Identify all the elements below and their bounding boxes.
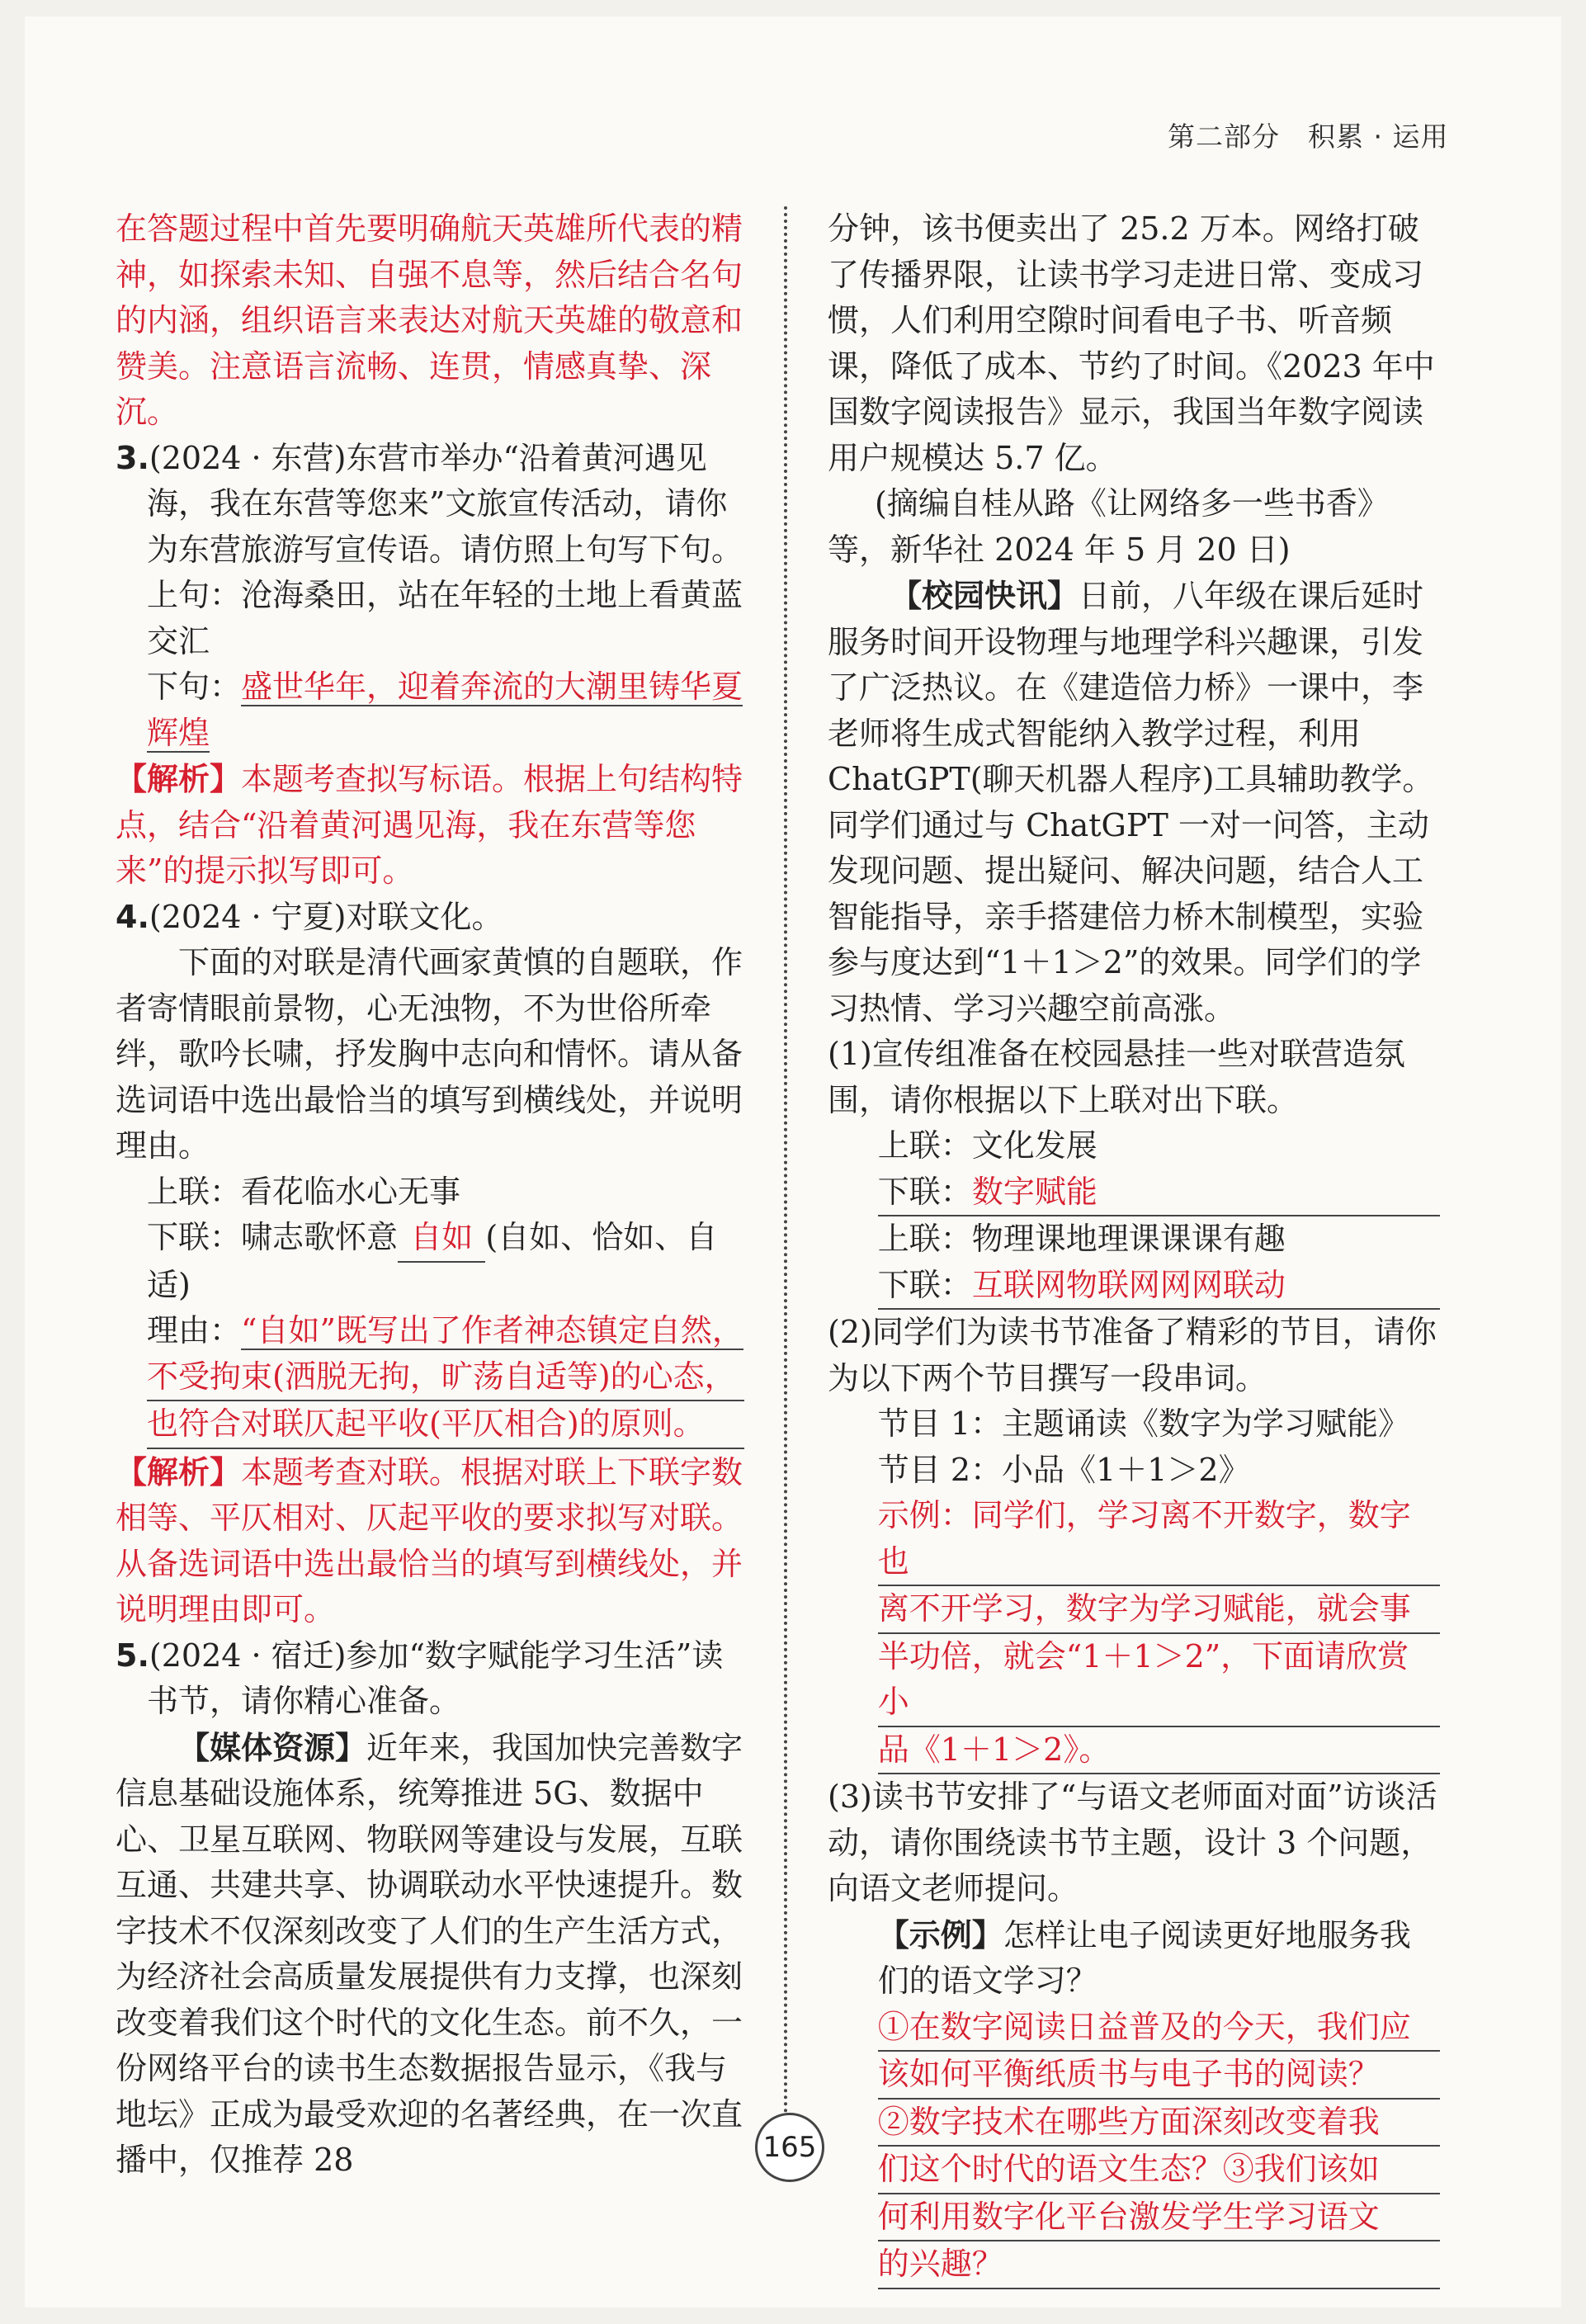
left-column bbox=[116, 206, 744, 2184]
sub-3-example bbox=[878, 1912, 1440, 2005]
couplet-1-upper: 上联：文化发展 bbox=[877, 1127, 1097, 1164]
campus-news-text: 日前，八年级在课后延时服务时间开设物理与地理学科兴趣课，引发了广泛热议。在《建造倍力桥》一课中，李老师将生成式智能纳入教学过程，利用 ChatGPT(聊天机器人程序)工具辅助教学。同学们通过与 ChatGPT 一对一问答，主动发现问题、提出疑问、解决问题，结合人工智能指导，亲手搭建倍力桥木制模型，实验参与度达到“1＋1＞2”的效果。同学们的学习热情、学习兴趣空前高涨。 bbox=[828, 578, 1434, 1027]
question-4-intro: 下面的对联是清代画家黄慎的自题联，作者寄情眼前景物，心无浊物，不为世俗所牵绊，歌吟长啸，抒发胸中志向和情怀。请从备选词语中选出最恰当的填写到横线处，并说明理由。 bbox=[116, 944, 743, 1164]
question-5-text: (2024 · 宿迁)参加“数字赋能学习生活”读书节，请你精心准备。 bbox=[147, 1637, 724, 1719]
media-resource-text: 近年来，我国加快完善数字信息基础设施体系，统筹推进 5G、数据中心、卫星互联网、物联网等建设与发展，互联互通、共建共享、协调联动水平快速提升。数字技术不仅深刻改变了人们的生产生活方式，为经济社会高质量发展提供有力支撑，也深刻改变着我们这个时代的文化生态。前不久，一份网络平台的读书生态数据报告显示，《我与地坛》正成为最受欢迎的名著经典，在一次直播中，仅推荐 28 bbox=[116, 1729, 743, 2178]
couplet-pair-2 bbox=[828, 1216, 1440, 1310]
question-4-number: 4. bbox=[116, 898, 149, 935]
media-resource-tag: 【媒体资源】 bbox=[178, 1728, 367, 1766]
analysis-text: 本题考查对联。根据对联上下联字数相等、平仄相对、仄起平收的要求拟写对联。从备选词语中选出最恰当的填写到横线处，并说明理由即可。 bbox=[116, 1453, 743, 1627]
question-4-options: (自如、恰如、自适) bbox=[147, 1219, 718, 1303]
reason-line-2: 不受拘束(洒脱无拘，旷荡自适等)的心态， bbox=[147, 1354, 744, 1402]
question-3-upper-line: 上句：沧海桑田，站在年轻的土地上看黄蓝交汇 bbox=[147, 577, 743, 659]
couplet-pair-1 bbox=[828, 1123, 1440, 1216]
sub-question-2-body bbox=[828, 1401, 1440, 1774]
sub-question-3-stem: (3)读书节安排了“与语文老师面对面”访谈活动，请你围绕读书节主题，设计 3 个问题，向语文老师提问。 bbox=[828, 1778, 1437, 1906]
sub-question-2-stem: (2)同学们为读书节准备了精彩的节目，请你为以下两个节目撰写一段串词。 bbox=[828, 1314, 1437, 1396]
sub-3-answer-line-3: ②数字技术在哪些方面深刻改变着我 bbox=[878, 2100, 1440, 2147]
right-column bbox=[828, 206, 1440, 2289]
sub-2-answer-line-3: 半功倍，就会“1＋1＞2”，下面请欣赏小 bbox=[878, 1634, 1440, 1727]
couplet-1-lower bbox=[878, 1169, 1440, 1217]
question-3-analysis bbox=[116, 756, 744, 895]
analysis-text: 本题考查拟写标语。根据上句结构特点，结合“沿着黄河遇见海，我在东营等您来”的提示拟写即可。 bbox=[116, 761, 743, 889]
question-3-number: 3. bbox=[116, 439, 149, 476]
reason-line-1: “自如”既写出了作者神态镇定自然， bbox=[241, 1312, 743, 1349]
program-2: 节目 2：小品《1＋1＞2》 bbox=[877, 1451, 1250, 1488]
example-text: 怎样让电子阅读更好地服务我们的语文学习？ bbox=[877, 1916, 1411, 1999]
sub-3-answer-line-5: 何利用数字化平台激发学生学习语文 bbox=[878, 2194, 1440, 2242]
question-5-number: 5. bbox=[116, 1637, 149, 1674]
reason-label: 理由： bbox=[147, 1312, 242, 1349]
question-3-text: (2024 · 东营)东营市举办“沿着黄河遇见海，我在东营等您来”文旅宣传活动，请你为东营旅游写宣传语。请仿照上句写下句。 bbox=[147, 439, 743, 568]
question-4-lower-line bbox=[116, 1215, 744, 1308]
page-number: 165 bbox=[755, 2113, 824, 2182]
question-4-text: (2024 · 宁夏)对联文化。 bbox=[149, 898, 503, 935]
question-3-stem bbox=[116, 436, 744, 574]
sub-2-answer-line-4: 品《1＋1＞2》。 bbox=[878, 1727, 1440, 1775]
question-5-stem bbox=[116, 1633, 744, 1725]
couplet-1-answer: 数字赋能 bbox=[971, 1173, 1097, 1210]
sub-3-answer-line-1: ①在数字阅读日益普及的今天，我们应 bbox=[878, 2005, 1440, 2052]
couplet-2-lower-label: 下联： bbox=[877, 1266, 972, 1303]
question-3-answer: 盛世华年，迎着奔流的大潮里铸华夏辉煌 bbox=[147, 668, 743, 751]
column-divider bbox=[784, 206, 787, 2154]
question-3-lower-label: 下句： bbox=[147, 668, 242, 705]
couplet-2-lower bbox=[878, 1263, 1440, 1311]
sub-question-3-body bbox=[828, 1912, 1440, 2289]
question-4-blank-answer: 自如 bbox=[398, 1215, 485, 1263]
campus-news-tag: 【校园快讯】 bbox=[890, 577, 1079, 614]
media-resource-paragraph bbox=[116, 1725, 744, 2184]
media-resource-continued: 分钟，该书便卖出了 25.2 万本。网络打破了传播界限，让读书学习走进日常、变成习惯，人们利用空隙时间看电子书、听音频课，降低了成本、节约了时间。《2023 年中国数字阅读报告》显示，我国当年数字阅读用户规模达 5.7 亿。 bbox=[828, 210, 1435, 476]
program-1: 节目 1：主题诵读《数字为学习赋能》 bbox=[877, 1405, 1410, 1442]
sub-2-answer-line-2: 离不开学习，数字为学习赋能，就会事 bbox=[878, 1586, 1440, 1634]
sub-2-answer-line-1: 示例：同学们，学习离不开数字，数字也 bbox=[878, 1493, 1440, 1586]
sub-3-answer-line-2: 该如何平衡纸质书与电子书的阅读？ bbox=[878, 2052, 1440, 2100]
example-tag: 【示例】 bbox=[877, 1915, 1003, 1953]
question-4-lower-prefix: 下联：啸志歌怀意 bbox=[147, 1219, 399, 1255]
campus-news-paragraph bbox=[828, 573, 1440, 1032]
reason-line-3: 也符合对联仄起平收(平仄相合)的原则。 bbox=[147, 1401, 744, 1449]
sub-3-answer-line-6: 的兴趣？ bbox=[878, 2241, 1440, 2289]
couplet-2-upper: 上联：物理课地理课课课有趣 bbox=[877, 1221, 1286, 1257]
source-citation: (摘编自桂从路《让网络多一些书香》等，新华社 2024 年 5 月 20 日) bbox=[828, 485, 1389, 568]
question-4-analysis bbox=[116, 1449, 744, 1633]
analysis-tag: 【解析】 bbox=[116, 1452, 242, 1490]
q2-answer-tail: 在答题过程中首先要明确航天英雄所代表的精神，如探索未知、自强不息等，然后结合名句的内涵，组织语言来表达对航天英雄的敬意和赞美。注意语言流畅、连贯，情感真挚、深沉。 bbox=[116, 210, 743, 430]
page-header: 第二部分 积累 · 运用 bbox=[1168, 120, 1449, 153]
question-3-lower-line bbox=[116, 664, 744, 756]
question-4-upper-line: 上联：看花临水心无事 bbox=[147, 1173, 461, 1210]
analysis-tag: 【解析】 bbox=[116, 760, 242, 797]
question-4-stem bbox=[116, 895, 744, 941]
couplet-1-lower-label: 下联： bbox=[877, 1173, 972, 1210]
sub-3-answer-line-4: 们这个时代的语文生态？③我们该如 bbox=[878, 2147, 1440, 2194]
question-4-reason bbox=[116, 1308, 744, 1449]
couplet-2-answer: 互联网物联网网网联动 bbox=[971, 1266, 1286, 1303]
sub-question-1-stem: (1)宣传组准备在校园悬挂一些对联营造氛围，请你根据以下上联对出下联。 bbox=[828, 1036, 1405, 1118]
